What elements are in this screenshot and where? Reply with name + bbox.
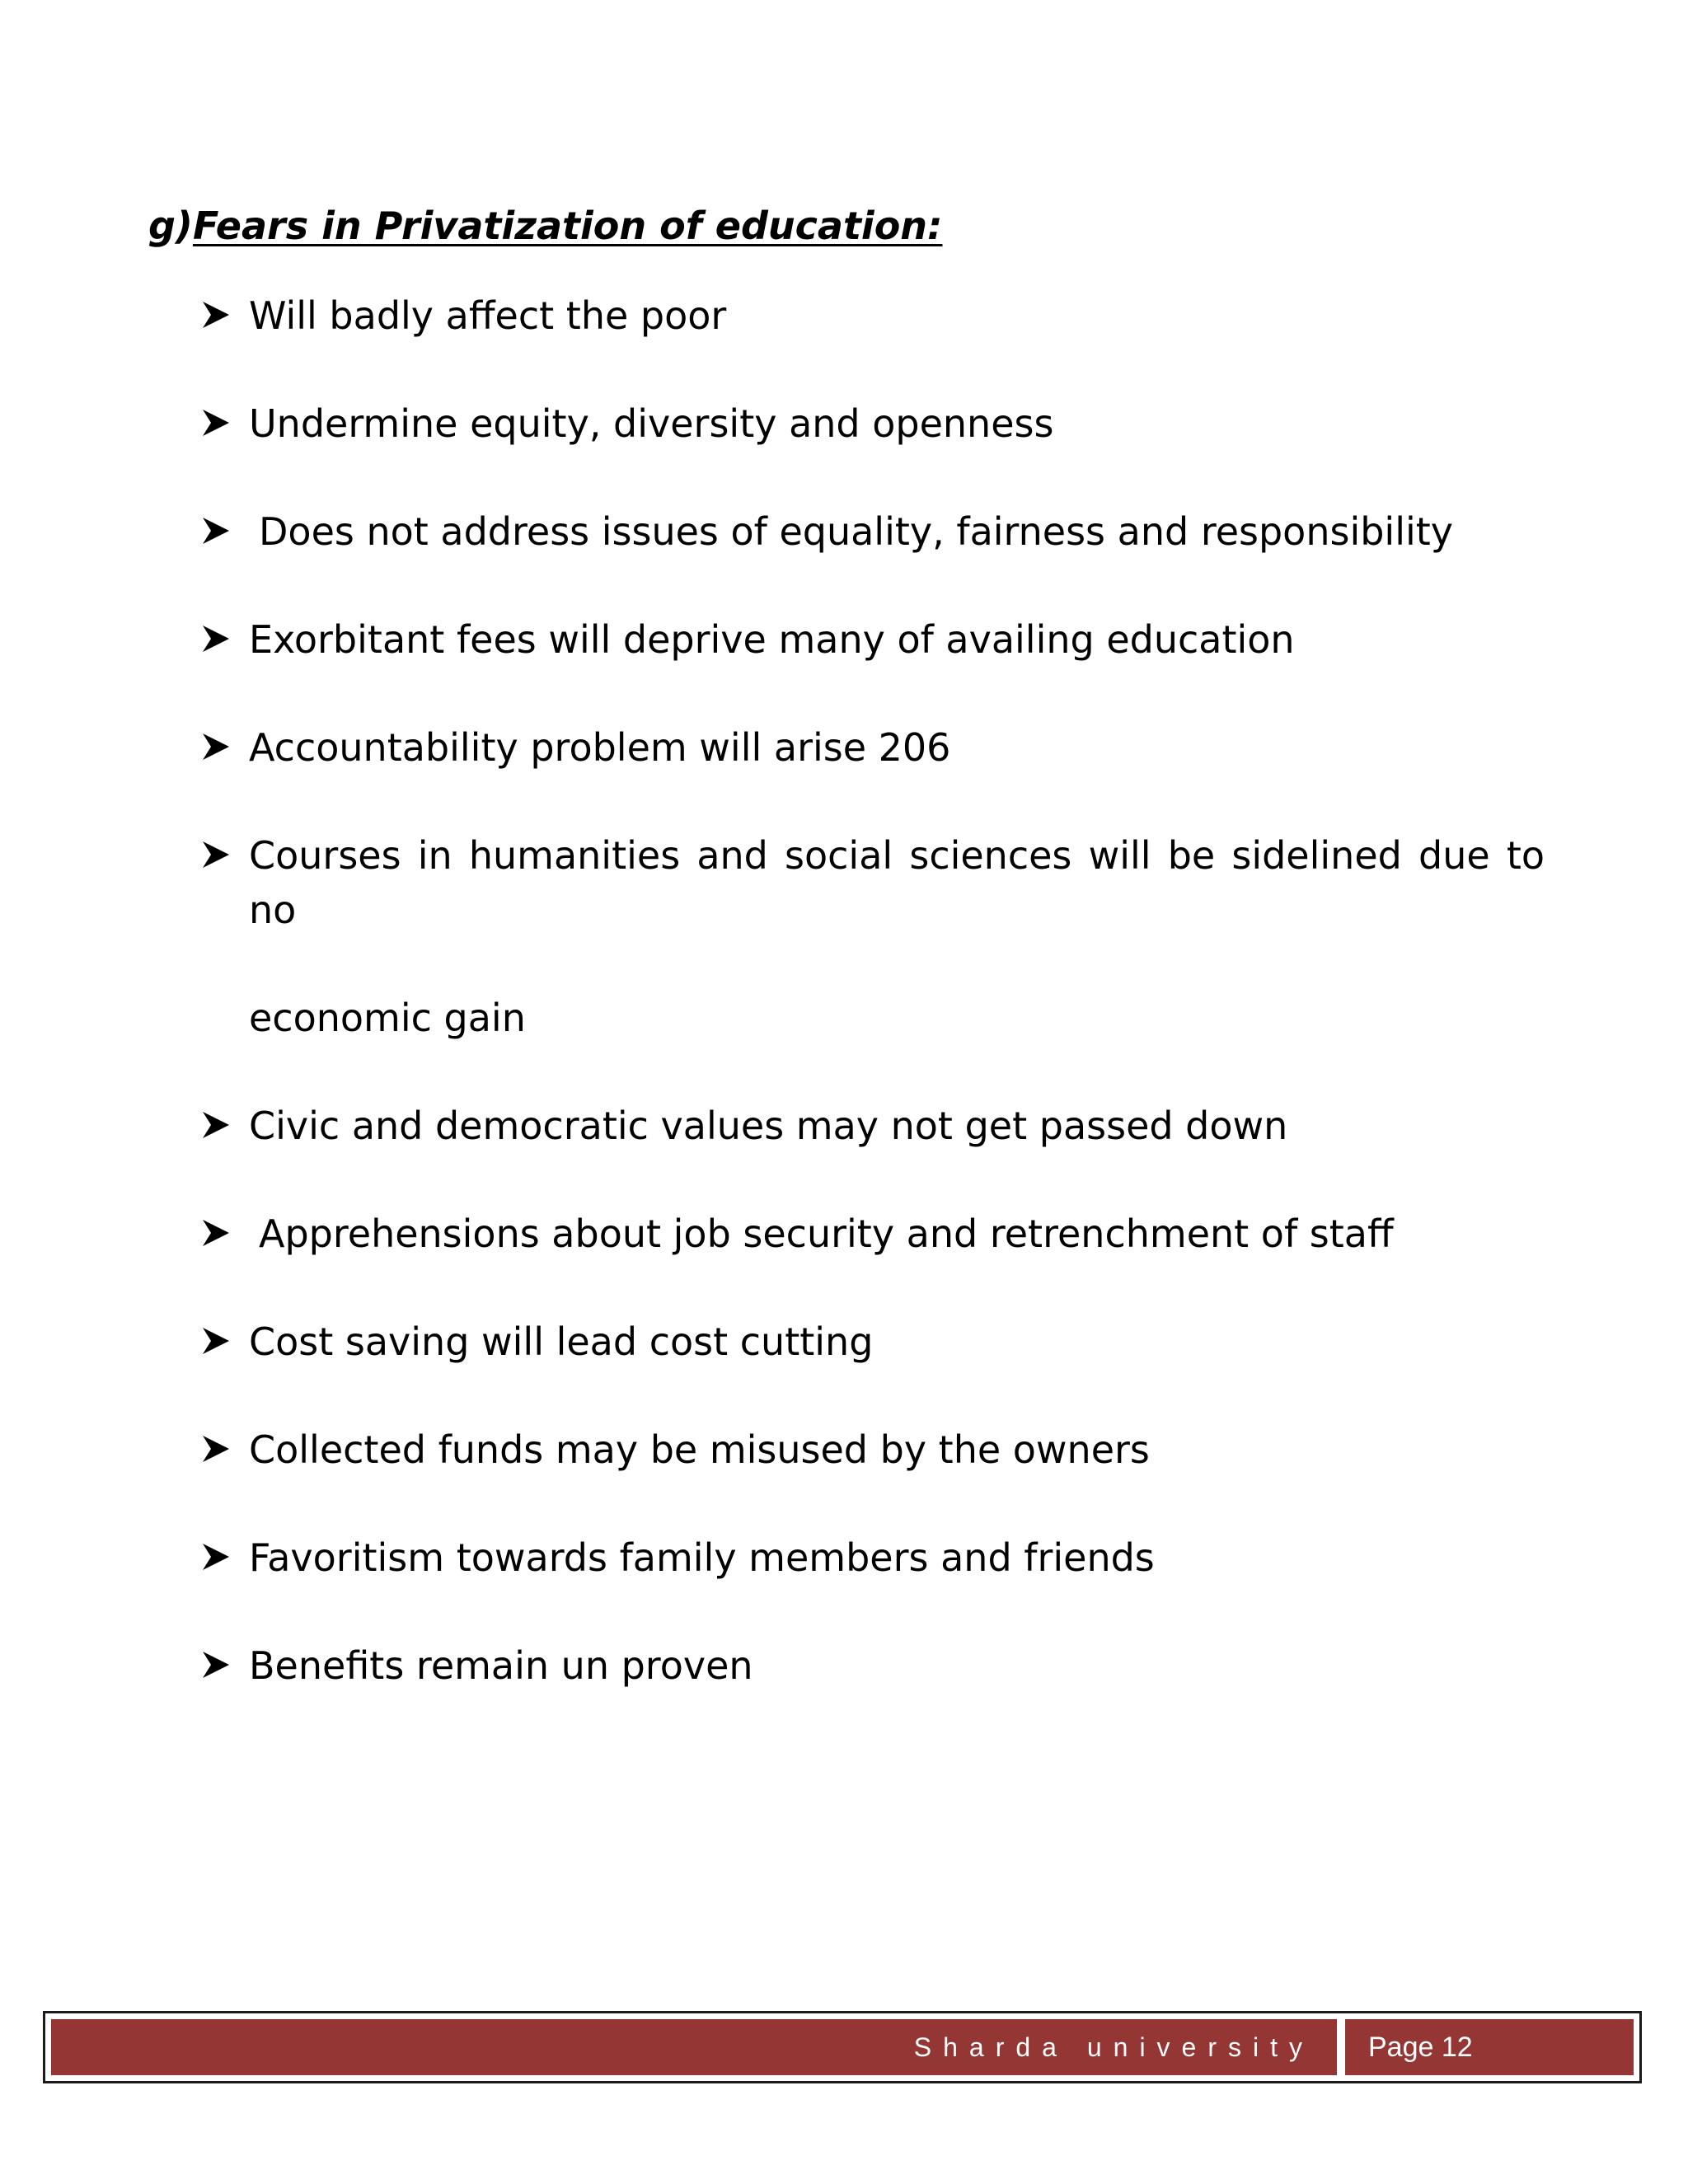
arrowhead-bullet-icon <box>201 516 231 546</box>
section-heading <box>148 198 942 254</box>
bullet-text: Exorbitant fees will deprive many of availing education <box>249 617 1295 662</box>
arrowhead-bullet-icon <box>201 1218 231 1248</box>
list-item <box>201 1315 1545 1369</box>
arrowhead-bullet-icon <box>201 732 231 762</box>
arrowhead-bullet-icon <box>201 1434 231 1464</box>
bullet-continuation: economic gain <box>249 996 526 1040</box>
list-item <box>201 1422 1545 1477</box>
bullet-text: Undermine equity, diversity and openness <box>249 401 1054 446</box>
list-item <box>201 828 1545 1045</box>
footer-page-band <box>1345 2019 1634 2075</box>
list-item <box>201 504 1545 559</box>
heading-prefix: g) <box>148 204 193 248</box>
bullet-text: Favoritism towards family members and friends <box>249 1535 1155 1580</box>
arrowhead-bullet-icon <box>201 1650 231 1680</box>
list-item <box>201 396 1545 451</box>
bullet-text: Civic and democratic values may not get passed down <box>249 1104 1288 1148</box>
list-item <box>201 288 1545 343</box>
list-item <box>201 612 1545 667</box>
bullet-text: Apprehensions about job security and retrenchment of staff <box>259 1212 1394 1256</box>
arrowhead-bullet-icon <box>201 624 231 654</box>
bullet-text: Cost saving will lead cost cutting <box>249 1319 874 1364</box>
list-item <box>201 1207 1545 1261</box>
bullet-list <box>201 288 1545 1746</box>
bullet-text: Accountability problem will arise 206 <box>249 725 951 770</box>
arrowhead-bullet-icon <box>201 408 231 438</box>
arrowhead-bullet-icon <box>201 1542 231 1572</box>
bullet-text: Benefits remain un proven <box>249 1643 753 1688</box>
arrowhead-bullet-icon <box>201 1326 231 1356</box>
arrowhead-bullet-icon <box>201 840 231 869</box>
arrowhead-bullet-icon <box>201 1110 231 1140</box>
list-item <box>201 1530 1545 1585</box>
bullet-text: Courses in humanities and social sciences will be sidelined due to no <box>249 833 1545 932</box>
page-number: Page 12 <box>1368 2032 1473 2063</box>
footer-org-band <box>51 2019 1337 2075</box>
bullet-text: Will badly affect the poor <box>249 293 727 338</box>
list-item <box>201 1099 1545 1153</box>
footer-org-name: Sharda university <box>913 2032 1314 2062</box>
arrowhead-bullet-icon <box>201 300 231 330</box>
list-item <box>201 1638 1545 1693</box>
bullet-text: Collected funds may be misused by the owners <box>249 1427 1150 1472</box>
heading-title: Fears in Privatization of education: <box>192 204 943 248</box>
bullet-text: Does not address issues of equality, fairness and responsibility <box>259 509 1454 554</box>
list-item <box>201 720 1545 775</box>
